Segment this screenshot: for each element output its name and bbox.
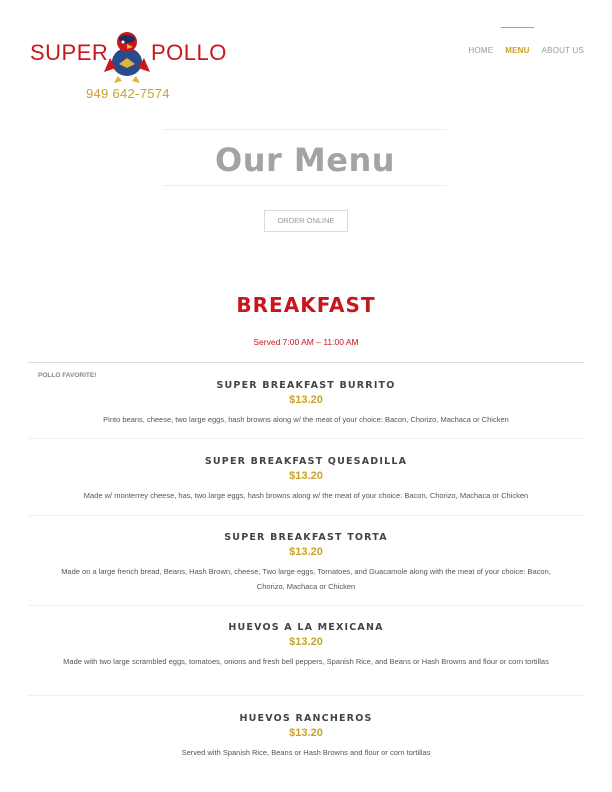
section-divider: [28, 362, 584, 363]
order-online-button[interactable]: ORDER ONLINE: [264, 210, 348, 232]
item-price: $13.20: [289, 394, 323, 406]
item-description: Made on a large french bread, Beans, Hash Brown, cheese, Two large eggs, Tornatoes, and Guacamole along with the meat of your choice: Bacon, Chorizo, Machaca or Chicken: [61, 567, 551, 591]
phone-number[interactable]: 949 642-7574: [86, 86, 170, 101]
menu-item: [28, 713, 584, 760]
menu-item: [28, 368, 584, 427]
logo-text-pollo: POLLO: [151, 40, 227, 65]
section-hours: Served 7:00 AM – 11:00 AM: [253, 337, 359, 347]
nav-about-us[interactable]: ABOUT US: [541, 46, 584, 55]
main-nav: [468, 46, 584, 55]
page-title-frame: [163, 129, 447, 186]
nav-menu[interactable]: MENU: [505, 46, 530, 55]
item-description: Made with two large scrambled eggs, tomatoes, onions and fresh bell peppers, Spanish Rice, and Beans or Hash Browns and flour or corn tortillas: [63, 657, 549, 666]
item-price: $13.20: [289, 727, 323, 739]
item-description: Pinto beans, cheese, two large eggs, hash browns along w/ the meat of your choice: Bacon, Chorizo, Machaca or Chicken: [103, 415, 509, 424]
section-title: BREAKFAST: [236, 293, 376, 317]
menu-item: [28, 532, 584, 594]
favorite-badge: POLLO FAVORITE!: [38, 372, 97, 379]
nav-home[interactable]: HOME: [468, 46, 494, 55]
chicken-mascot-icon: [102, 28, 152, 84]
item-name: SUPER BREAKFAST TORTA: [224, 532, 388, 543]
item-price: $13.20: [289, 546, 323, 558]
item-price: $13.20: [289, 470, 323, 482]
item-divider: [28, 695, 584, 696]
item-name: HUEVOS RANCHEROS: [239, 713, 373, 724]
item-description: Served with Spanish Rice, Beans or Hash Browns and flour or corn tortillas: [181, 748, 431, 757]
super-pollo-logo[interactable]: [28, 28, 228, 84]
item-divider: [28, 515, 584, 516]
menu-item: [28, 622, 584, 669]
item-price: $13.20: [289, 636, 323, 648]
item-name: HUEVOS A LA MEXICANA: [228, 622, 384, 633]
logo-text-super: SUPER: [30, 40, 109, 65]
item-divider: [28, 605, 584, 606]
page-title: Our Menu: [214, 141, 395, 179]
menu-item: [28, 456, 584, 503]
item-name: SUPER BREAKFAST QUESADILLA: [204, 456, 408, 467]
item-description: Made w/ monterrey cheese, has, two large eggs, hash browns along w/ the meat of your choice: Bacon, Chorizo, Machaca or Chicken: [83, 491, 529, 500]
site-header: [0, 0, 612, 110]
item-divider: [28, 438, 584, 439]
item-name: SUPER BREAKFAST BURRITO: [216, 380, 396, 391]
